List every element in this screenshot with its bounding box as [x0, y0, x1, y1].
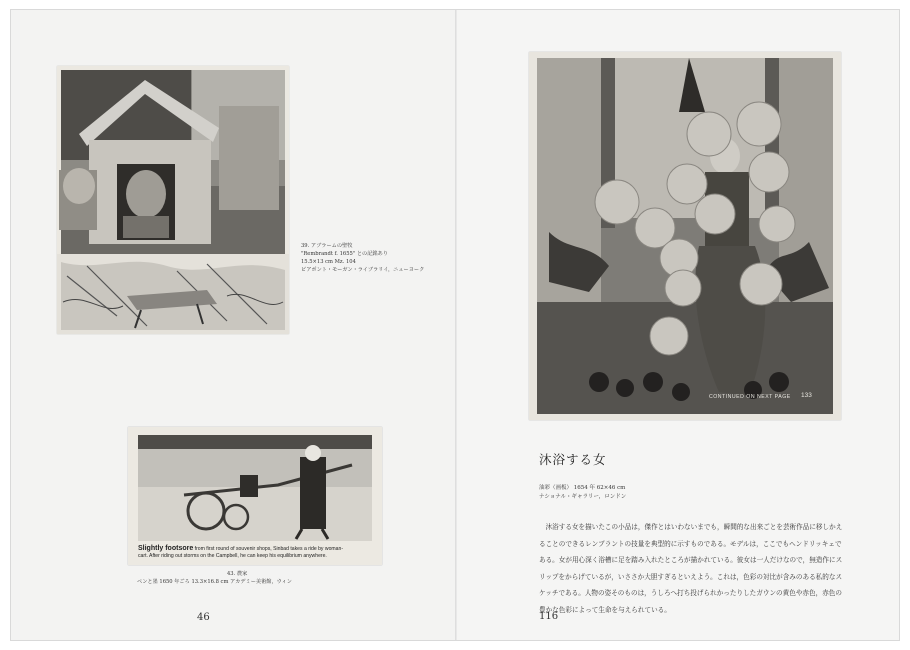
cart-clipping	[128, 427, 382, 565]
page-number-left: 46	[197, 612, 210, 623]
caption-39-collection: ピアポント・モーガン・ライブラリイ，ニューヨーク	[301, 267, 425, 273]
right-page	[457, 10, 899, 640]
woman-with-balloons-photo	[529, 52, 841, 420]
page-number-right: 116	[539, 611, 559, 622]
caption-43	[137, 570, 292, 586]
artwork-medium-size: 油彩（画板） 1654 年 62×46 cm	[539, 485, 626, 491]
clipping-line-2: cart. After riding out storms on the Campbell, he can keep his equilibrium anywhere.	[138, 553, 327, 559]
photo-continued-text: CONTINUED ON NEXT PAGE	[709, 394, 791, 400]
artwork-meta	[539, 484, 626, 502]
clipping-line-1: from first round of souvenir shops, Sinbad takes a ride by woman-	[194, 546, 344, 552]
caption-39-inscription: "Rembrandt f. 1655" との記銘あり	[301, 251, 388, 257]
caption-39	[301, 242, 424, 274]
artwork-title: 沐浴する女	[539, 452, 607, 467]
clipping-caption	[138, 545, 374, 560]
doghouse-collage-photo	[57, 66, 289, 334]
artwork-description: 沐浴する女を描いたこの小品は，傑作とはいわないまでも，瞬間的な出来ごとを芸術作品に移しかえることのできるレンブラントの技量を典型的に示すものである。モデルは，ここでもヘンドリッキェである。女が用心深く浴槽に足を踏み入れたところが描かれている。彼女は一人だけなので，無造作にスリップをからげているが，いささか大胆すぎるといえよう。これは，色彩の対比が含みのある私的なスケッチである。人物の姿そのものは，うしろへ打ち投げられかったりしたガウンの黄色や赤色，赤色の豊かな色彩によって生命を与えられている。	[539, 523, 843, 614]
photo-page-number: 133	[801, 392, 812, 399]
book-spread	[10, 9, 900, 641]
artwork-collection: ナショナル・ギャラリー，ロンドン	[539, 494, 627, 500]
caption-43-details: ペンと墨 1650 年ごろ 13.3×16.8 cm アカデミー美術館，ウィン	[137, 579, 292, 585]
caption-39-title: 39. アブラームの聖牧	[301, 243, 353, 249]
caption-43-title: 43. 農家	[227, 571, 248, 577]
left-page	[11, 10, 455, 640]
clipping-headline: Slightly footsore	[138, 545, 194, 552]
caption-39-size: 15.5×13 cm Mz. 104	[301, 259, 356, 265]
